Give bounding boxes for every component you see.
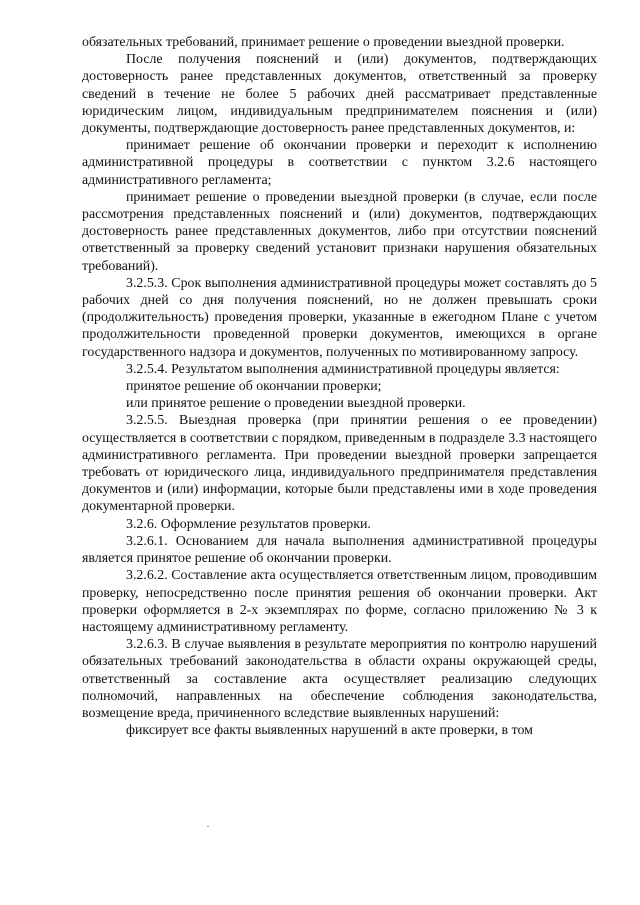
- paragraph-decision-field-check: принимает решение о проведении выездной проверки (в случае, если после рассмотрения представленных пояснений и (или) документов, подтверждающих достоверность ранее представленных документов, либо при отсутствии пояснений ответственный за проверку сведений установит признаки нарушения обязательных требований).: [82, 189, 597, 274]
- paragraph-records-violations: фиксирует все факты выявленных нарушений в акте проверки, в том: [126, 723, 533, 739]
- scan-speck: [207, 826, 209, 827]
- paragraph-3-2-5-5: 3.2.5.5. Выездная проверка (при принятии решения о ее проведении) осуществляется в соответствии с порядком, приведенным в подразделе 3.3 настоящего административного регламента. При проведении выездной проверки запрещается требовать от юридического лица, индивидуального предпринимателя представления документов и (или) информации, которые были представлены ими в ходе проведения документарной проверки.: [82, 413, 597, 515]
- paragraph-decision-end-check: принимает решение об окончании проверки и переходит к исполнению административной процедуры в соответствии с пунктом 3.2.6 настоящего административного регламента;: [82, 138, 597, 188]
- paragraph-3-2-5-3: 3.2.5.3. Срок выполнения административной процедуры может составлять до 5 рабочих дней со дня получения пояснений, но не должен превышать сроки (продолжительность) проведения проверки, указанные в ежегодном Плане с учетом продолжительности проведенной проверки документов, имеющихся в органе государственного надзора и документов, полученных по мотивированному запросу.: [82, 275, 597, 360]
- paragraph-3-2-6-heading: 3.2.6. Оформление результатов проверки.: [126, 516, 371, 532]
- paragraph-3-2-5-4: 3.2.5.4. Результатом выполнения административной процедуры является:: [126, 361, 560, 377]
- paragraph-3-2-6-3: 3.2.6.3. В случае выявления в результате мероприятия по контролю нарушений обязательных требований законодательства в области охраны окружающей среды, ответственный за составление акта осуществляет реализацию следующих полномочий, направленных на обеспечение соблюдения законодательства, возмещение вреда, причиненного вследствие выявленных нарушений:: [82, 637, 597, 721]
- paragraph-3-2-6-1: 3.2.6.1. Основанием для начала выполнения административной процедуры является принятое решение об окончании проверки.: [82, 533, 597, 567]
- paragraph-after-explanations: После получения пояснений и (или) документов, подтверждающих достоверность ранее представленных документов, ответственный за проверку сведений в течение не более 5 рабочих дней рассматривает представленные юридическим лицом, индивидуальным предпринимателем пояснения и (или) документы, подтверждающие достоверность ранее представленных документов, и:: [82, 52, 597, 137]
- paragraph-result-field-check: или принятое решение о проведении выездной проверки.: [126, 396, 466, 412]
- paragraph-3-2-6-2: 3.2.6.2. Составление акта осуществляется ответственным лицом, проводившим проверку, непосредственно после принятия решения об окончании проверки. Акт проверки оформляется в 2-х экземплярах по форме, согласно приложению № 3 к настоящему административному регламенту.: [82, 568, 597, 635]
- paragraph-result-end-check: принятое решение об окончании проверки;: [126, 379, 382, 395]
- document-body: [82, 34, 597, 739]
- paragraph-continuation: обязательных требований, принимает решение о проведении выездной проверки.: [82, 35, 565, 50]
